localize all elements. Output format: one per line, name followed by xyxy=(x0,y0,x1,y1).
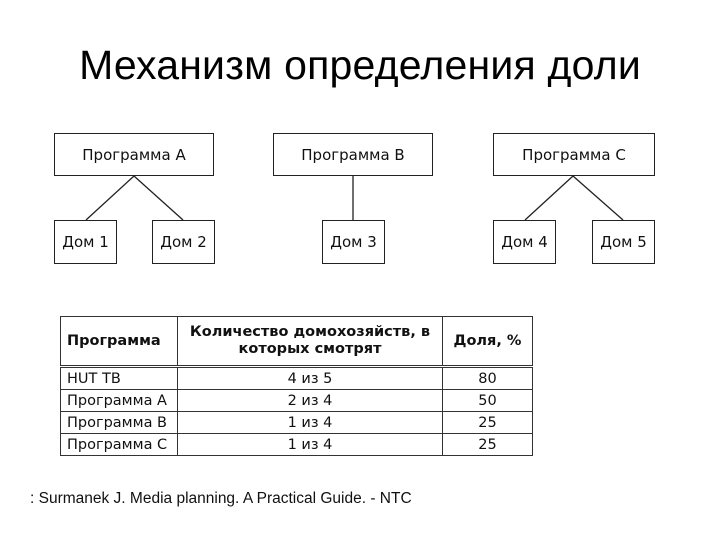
connector-a-dom1 xyxy=(86,176,134,220)
cell-share: 80 xyxy=(443,367,533,390)
connector-c-dom5 xyxy=(573,176,623,220)
house-2-box: Дом 2 xyxy=(152,220,215,264)
cell-program: HUT ТВ xyxy=(61,367,178,390)
house-5-box: Дом 5 xyxy=(592,220,655,264)
cell-households: 1 из 4 xyxy=(178,412,443,434)
cell-households: 4 из 5 xyxy=(178,367,443,390)
share-table xyxy=(60,316,533,456)
program-b-box: Программа B xyxy=(273,133,433,176)
table-row xyxy=(61,367,533,390)
cell-program: Программа A xyxy=(61,390,178,412)
program-a-box: Программа A xyxy=(54,133,214,176)
connector-c-dom4 xyxy=(525,176,573,220)
cell-share: 50 xyxy=(443,390,533,412)
table-row xyxy=(61,412,533,434)
table-header-row xyxy=(61,317,533,367)
header-share: Доля, % xyxy=(443,317,533,367)
connector-a-dom2 xyxy=(134,176,183,220)
house-1-box: Дом 1 xyxy=(54,220,117,264)
cell-program: Программа B xyxy=(61,412,178,434)
house-4-box: Дом 4 xyxy=(493,220,556,264)
cell-households: 2 из 4 xyxy=(178,390,443,412)
header-households: Количество домохозяйств, в которых смотрят xyxy=(178,317,443,367)
cell-share: 25 xyxy=(443,434,533,456)
header-program: Программа xyxy=(61,317,178,367)
table-row xyxy=(61,390,533,412)
program-c-box: Программа C xyxy=(493,133,655,176)
table-row xyxy=(61,434,533,456)
slide-title: Механизм определения доли xyxy=(79,42,641,88)
cell-program: Программа C xyxy=(61,434,178,456)
source-citation: : Surmanek J. Media planning. A Practical Guide. - NTC xyxy=(30,490,412,507)
house-3-box: Дом 3 xyxy=(322,220,385,264)
cell-share: 25 xyxy=(443,412,533,434)
cell-households: 1 из 4 xyxy=(178,434,443,456)
